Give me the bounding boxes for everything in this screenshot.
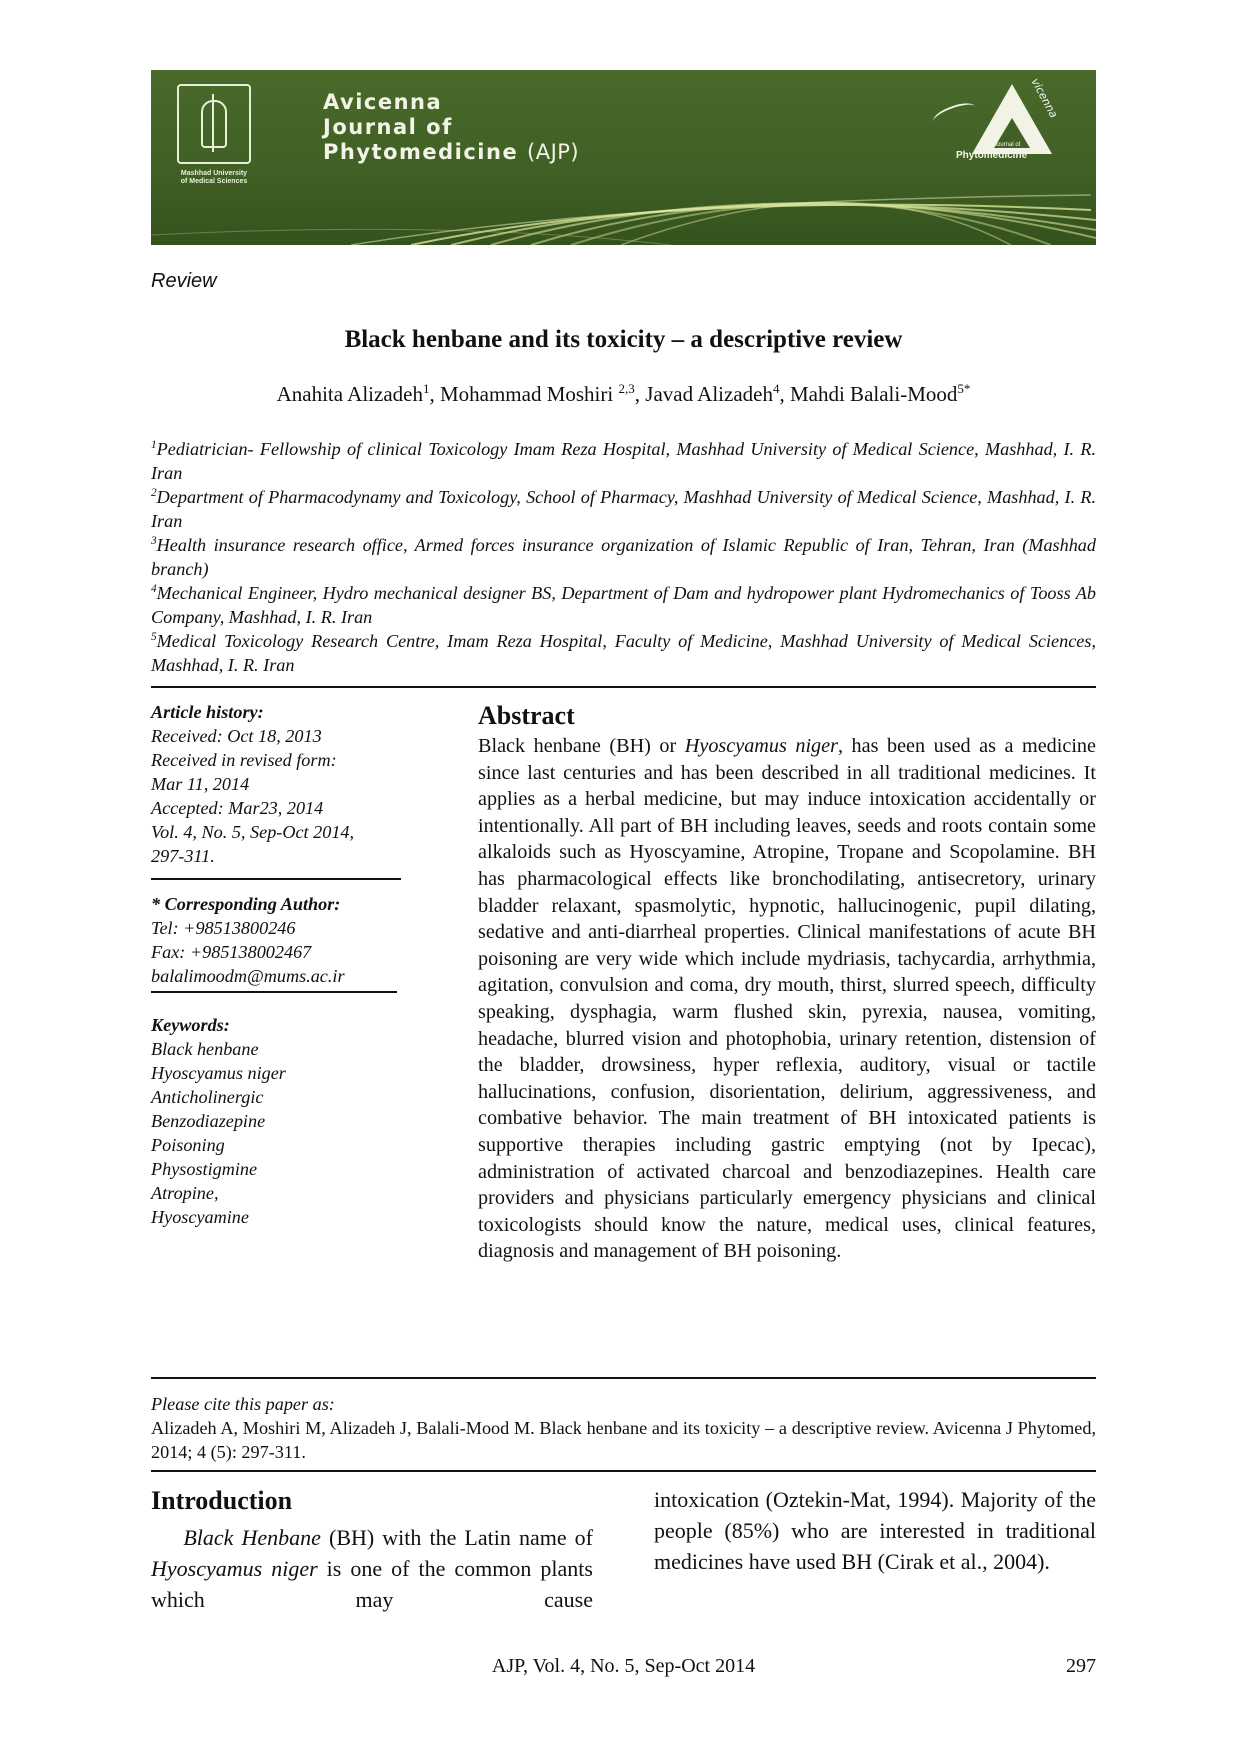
corresponding-author	[151, 892, 403, 988]
journal-title-line: Avicenna	[323, 90, 443, 114]
avicenna-logo	[932, 76, 1082, 186]
abstract-text: Black henbane (BH) or	[478, 735, 685, 757]
corresponding-email: balalimoodm@mums.ac.ir	[151, 966, 345, 986]
keywords-heading: Keywords:	[151, 1015, 230, 1035]
article-history-heading: Article history:	[151, 702, 264, 722]
divider-top	[151, 686, 1096, 688]
article-history-line: Mar 11, 2014	[151, 774, 250, 794]
affiliation	[151, 485, 1096, 533]
sidebar-divider	[151, 878, 401, 880]
footer-journal-info: AJP, Vol. 4, No. 5, Sep-Oct 2014	[491, 1655, 756, 1677]
citation-block	[151, 1392, 1096, 1464]
journal-abbreviation: (AJP)	[527, 140, 580, 164]
article-info-sidebar	[151, 700, 403, 868]
article-type: Review	[151, 270, 217, 292]
affiliation-text: Health insurance research office, Armed forces insurance organization of Islamic Republic of Iran, Tehran, Iran (Mashhad branch)	[151, 535, 1096, 579]
author-name: Mohammad Moshiri	[439, 382, 619, 406]
affiliation-text: Medical Toxicology Research Centre, Imam Reza Hospital, Faculty of Medicine, Mashhad University of Medical Sciences, Mashhad, I. R. Iran	[151, 631, 1096, 675]
corresponding-fax: Fax: +985138002467	[151, 942, 312, 962]
affiliation	[151, 533, 1096, 581]
keyword: Benzodiazepine	[151, 1111, 266, 1131]
affiliation-number: 3	[151, 534, 157, 547]
affiliations	[151, 437, 1096, 677]
introduction-paragraph	[151, 1522, 593, 1615]
logo-name-text: Phytomedicine	[956, 150, 1028, 161]
abstract-text: , has been used as a medicine since last centuries and has been described in all traditional medicines. It applies as a herbal medicine, but may induce intoxication accidentally or intentionally. All part of BH including leaves, seeds and roots contain some alkaloids such as Hyoscyamine, Atropine, Tropane and Scopolamine. BH has pharmacological effects like bronchodilating, antisecretory, urinary bladder relaxant, spasmolytic, hypnotic, hallucinogenic, pupil dilating, sedative and anti-diarrheal properties. Clinical manifestations of acute BH poisoning are very wide which include mydriasis, tachycardia, arrhythmia, agitation, convulsion and coma, dry mouth, thirst, slurred speech, difficulty speaking, dysphagia, warm flushed skin, pyrexia, nausea, vomiting, headache, blurred vision and photophobia, urinary retention, distension of the bladder, drowsiness, hyper reflexia, auditory, visual or tactile hallucinations, confusion, disorientation, delirium, aggressiveness, and combative behavior. The main treatment of BH intoxicated patients is supportive therapies including gastric emptying (not by Ipecac), administration of activated charcoal and benzodiazepines. Health care providers and physicians particularly emergency physicians and clinical toxicologists should know the nature, medical uses, clinical features, diagnosis and management of BH poisoning.	[478, 735, 1096, 1263]
university-seal-icon	[177, 84, 251, 164]
logo-script-text: vicenna	[1028, 76, 1061, 121]
university-name-line: of Medical Sciences	[180, 178, 248, 185]
intro-text: is one of the common plants which may cause	[151, 1556, 593, 1612]
university-name-line: Mashhad University	[180, 170, 248, 177]
author-name: Anahita Alizadeh	[276, 382, 423, 406]
introduction-heading: Introduction	[151, 1486, 293, 1515]
sidebar-divider	[151, 991, 397, 993]
article-history-line: Vol. 4, No. 5, Sep-Oct 2014,	[151, 822, 355, 842]
citation-label: Please cite this paper as:	[151, 1394, 335, 1414]
abstract-body	[478, 733, 1096, 1265]
article-history-line: Received in revised form:	[151, 750, 337, 770]
affiliation	[151, 581, 1096, 629]
keyword: Hyoscyamine	[151, 1207, 249, 1227]
introduction-right-column	[654, 1484, 1096, 1577]
logo-small-text: Journal of	[994, 142, 1021, 148]
author-name: Mahdi Balali-Mood	[789, 382, 958, 406]
journal-banner	[151, 70, 1096, 245]
keyword: Hyoscyamus niger	[151, 1063, 286, 1083]
introduction-left-column	[151, 1522, 593, 1615]
affiliation-number: 2	[151, 486, 157, 499]
affiliation-text: Mechanical Engineer, Hydro mechanical designer BS, Department of Dam and hydropower plant Hydromechanics of Tooss Ab Company, Mashhad, I. R. Iran	[151, 583, 1096, 627]
university-logo	[169, 84, 259, 194]
author-list: Anahita Alizadeh$^1$, Mohammad Moshiri $^{2,3}$, Javad Alizadeh$^4$, Mahdi Balali-Mood$^{5*}$	[276, 381, 971, 406]
corresponding-author-heading: * Corresponding Author:	[151, 894, 341, 914]
author-name: Javad Alizadeh	[645, 382, 773, 406]
keyword: Black henbane	[151, 1039, 259, 1059]
abstract-heading: Abstract	[478, 701, 575, 730]
divider-cite-top	[151, 1377, 1096, 1379]
keyword: Anticholinergic	[151, 1087, 264, 1107]
article-history-line: 297-311.	[151, 846, 215, 866]
article-history-line: Accepted: Mar23, 2014	[151, 798, 324, 818]
paper-title: Black henbane and its toxicity – a descriptive review	[344, 326, 903, 353]
introduction-paragraph: intoxication (Oztekin-Mat, 1994). Majority of the people (85%) who are interested in traditional medicines have used BH (Cirak et al., 2004).	[654, 1487, 1096, 1574]
citation-text: Alizadeh A, Moshiri M, Alizadeh J, Balali-Mood M. Black henbane and its toxicity – a descriptive review. Avicenna J Phytomed, 2014; 4 (5): 297-311.	[151, 1418, 1096, 1462]
author-affiliation-mark: 1	[422, 381, 430, 396]
palm-leaf-icon	[931, 99, 978, 129]
keywords	[151, 1013, 403, 1229]
divider-cite-bottom	[151, 1470, 1096, 1472]
author-affiliation-mark: 2,3	[618, 381, 635, 396]
article-history-line: Received: Oct 18, 2013	[151, 726, 322, 746]
corresponding-phone: Tel: +98513800246	[151, 918, 296, 938]
affiliation-number: 5	[151, 630, 157, 643]
keyword: Atropine,	[151, 1183, 219, 1203]
affiliation-number: 4	[151, 582, 157, 595]
affiliation	[151, 437, 1096, 485]
journal-title-line: Phytomedicine	[323, 140, 519, 164]
keyword: Physostigmine	[151, 1159, 258, 1179]
intro-species-name: Hyoscyamus niger	[151, 1556, 318, 1581]
journal-title	[323, 90, 579, 165]
journal-title-line: Journal of	[323, 115, 453, 139]
affiliation	[151, 629, 1096, 677]
author-affiliation-mark: 5*	[957, 381, 971, 396]
page-number: 297	[1066, 1655, 1096, 1677]
abstract-species-name: Hyoscyamus niger	[684, 735, 838, 757]
affiliation-text: Department of Pharmacodynamy and Toxicology, School of Pharmacy, Mashhad University of Medical Science, Mashhad, I. R. Iran	[151, 487, 1096, 531]
keyword: Poisoning	[151, 1135, 225, 1155]
affiliation-text: Pediatrician- Fellowship of clinical Toxicology Imam Reza Hospital, Mashhad University of Medical Science, Mashhad, I. R. Iran	[151, 439, 1096, 483]
intro-text: (BH) with the Latin name of	[320, 1525, 593, 1550]
author-affiliation-mark: 4	[772, 381, 780, 396]
intro-common-name: Black Henbane	[183, 1525, 321, 1550]
affiliation-number: 1	[151, 438, 157, 451]
abstract-section	[478, 700, 1096, 1265]
